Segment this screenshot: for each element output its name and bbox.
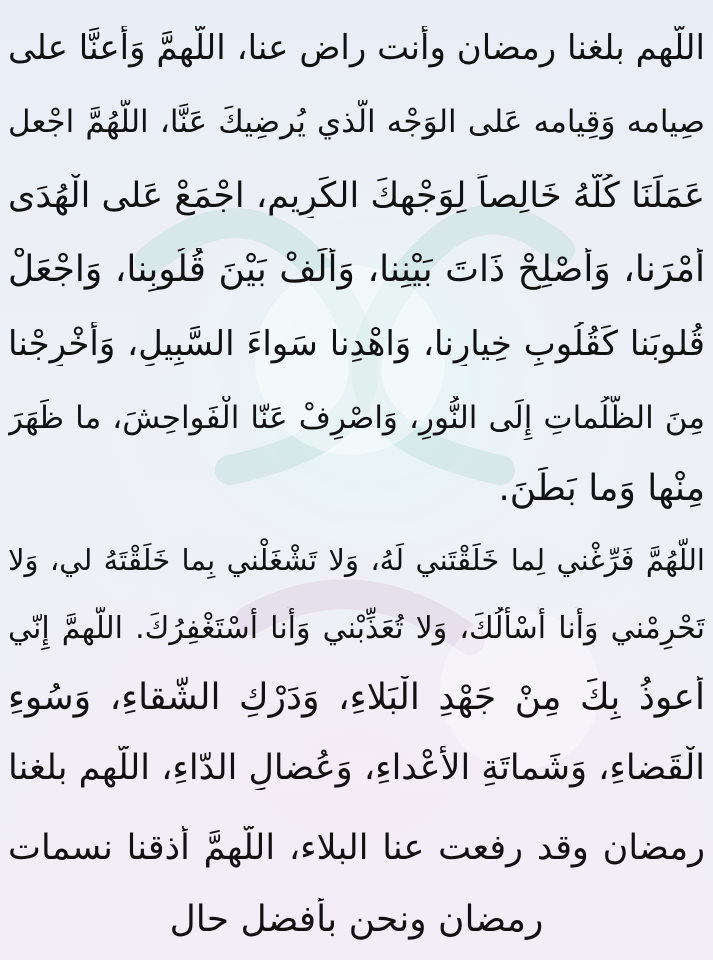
- prayer-line-5: قُلوبَنا كَقُلُوبِ خِيارِنا، وَاهْدِنا سَواءَ السَّبِيلِ، وَأَخْرِجْنا: [8, 324, 705, 364]
- prayer-line-6: مِنَ الظُّلُماتِ إِلَى النُّورِ، وَاصْرِفْ عَنّا الْفَواحِشَ، ما ظَهَرَ: [8, 400, 705, 436]
- prayer-line-7: مِنْها وَما بَطَنَ.: [498, 468, 705, 509]
- prayer-line-1: اللّهم بلغنا رمضان وأنت راض عنا، اللّهمَّ وَأَعنَّا على: [8, 28, 705, 68]
- prayer-line-3: عَمَلَنَا كُلَّهُ خَالِصاً لِوَجْهِكَ الكَرِيمِ، اجْمَعْ عَلى الْهُدَى: [8, 176, 705, 216]
- prayer-line-12: رمضان وقد رفعت عنا البلاء، اللّهمَّ أذقنا نسمات: [8, 828, 705, 868]
- prayer-line-13: رمضان ونحن بأفضل حال: [169, 899, 544, 940]
- prayer-line-10: أَعوذُ بِكَ مِنْ جَهْدِ الْبَلاءِ، وَدَرْكِ الشَّقاءِ، وَسُوءِ: [8, 677, 705, 718]
- prayer-line-9: تَحْرِمْني وَأَنا أَسْأَلُكَ، وَلا تُعَذِّبْني وَأَنا أَسْتَغْفِرُكَ. اللّهمَّ إِنّي: [8, 611, 705, 646]
- prayer-line-8: اللّهُمَّ فَرِّغْني لِما خَلَقْتَني لَهُ، وَلا تَشْغَلْني بِما خَلَقْتَهُ لي، وَلا: [8, 543, 705, 577]
- prayer-line-4: أَمْرَنا، وَأَصْلِحْ ذَاتَ بَيْنِنا، وَأَلِّفْ بَيْنَ قُلُوبِنا، وَاجْعَلْ: [8, 249, 705, 290]
- prayer-line-2: صِيامه وَقِيامه عَلى الوَجْه الّذي يُرضِيكَ عَنَّا، اللّهُمَّ اجْعل: [8, 104, 705, 140]
- prayer-line-11: الْقَضاءِ، وَشَماتَةِ الأَعْداءِ، وَعُضالِ الدّاءِ، اللّهم بلغنا: [8, 748, 705, 788]
